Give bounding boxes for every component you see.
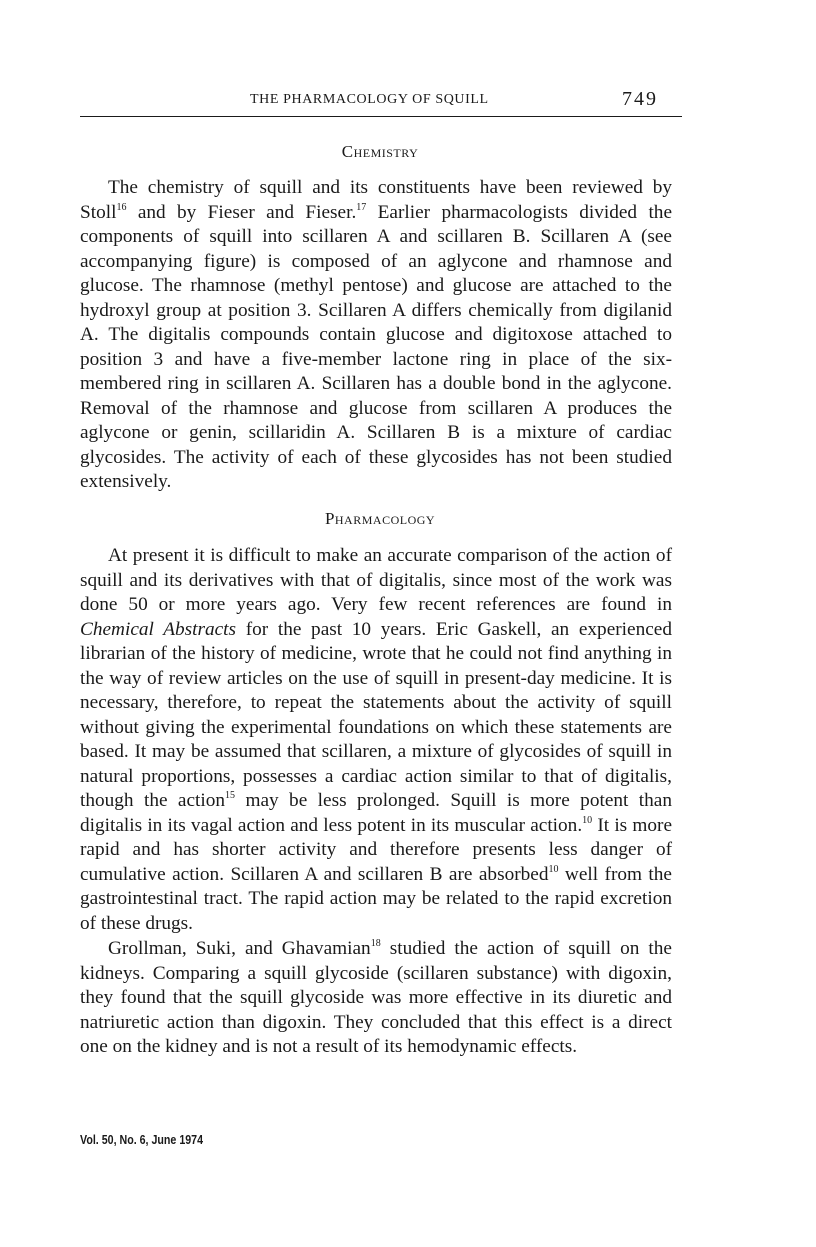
- text-run: for the past 10 years. Eric Gaskell, an experienced librarian of the history of medicine, wrote that he could not find anything in the way of review articles on the use of squill in present-day medicine. It is necessary, therefore, to repeat the statements about the activity of squill without giving the experimental foundations on which these statements are based. It may be assumed that scillaren, a mixture of glycosides of squill in natural proportions, possesses a cardiac action similar to that of digitalis, though the action: [80, 618, 672, 811]
- text-run: and by Fieser and Fieser.: [126, 201, 357, 223]
- running-head: [80, 90, 682, 117]
- text-run: The chemistry of squill and its constituents have been reviewed by Stoll: [80, 177, 672, 223]
- citation-ref: 17: [356, 201, 367, 213]
- text-run: It is more rapid and has shorter activity and therefore presents less danger of cumulative action. Scillaren A and scillaren B are absorbed: [80, 814, 673, 885]
- text-run: Grollman, Suki, and Ghavamian: [108, 938, 371, 959]
- text-run: At present it is difficult to make an accurate comparison of the action of squill and its derivatives with that of digitalis, since most of the work was done 50 or more years ago. Very few recent references are found in: [80, 545, 672, 615]
- italic-title: Chemical Abstracts: [80, 618, 237, 640]
- citation-ref: 10: [548, 863, 559, 875]
- citation-ref: 15: [225, 790, 236, 801]
- section-heading-pharmacology: Pharmacology: [324, 509, 436, 528]
- citation-ref: 16: [116, 201, 127, 213]
- running-title: THE PHARMACOLOGY OF SQUILL: [250, 92, 489, 107]
- text-run: studied the action of squill on the kidneys. Comparing a squill glycoside (scillaren substance) with digoxin, they found that the squill glycoside was more effective in its diuretic and natriuretic action than digoxin. They concluded that this effect is a direct one on the kidney and is not a result of its hemodynamic effects.: [80, 938, 672, 1057]
- chemistry-paragraph: [80, 176, 672, 495]
- pharmacology-paragraph-1: [80, 544, 672, 936]
- text-run: may be less prolonged. Squill is more potent than digitalis in its vagal action and less potent in its muscular action.: [80, 790, 672, 836]
- pharmacology-paragraph-2: [80, 937, 672, 1060]
- text-run: Earlier pharmacologists divided the components of squill into scillaren A and scillaren B. Scillaren A (see accompanying figure) is composed of an aglycone and rhamnose and glucose. The rhamnose (methyl pentose) and glucose are attached to the hydroxyl group at position 3. Scillaren A differs chemically from digilanid A. The digitalis compounds contain glucose and digitoxose attached to position 3 and have a five-member lactone ring in place of the six-membered ring in scillaren A. Scillaren has a double bond in the aglycone. Removal of the rhamnose and glucose from scillaren A produces the aglycone or genin, scillaridin A. Scillaren B is a mixture of cardiac glycosides. The activity of each of these glycosides has not been studied extensively.: [80, 201, 672, 492]
- journal-footer: Vol. 50, No. 6, June 1974: [80, 1132, 204, 1147]
- page-number: 749: [622, 88, 658, 110]
- citation-ref: 18: [370, 938, 381, 949]
- citation-ref: 10: [582, 814, 593, 826]
- text-run: well from the gastrointestinal tract. The rapid action may be related to the rapid excretion of these drugs.: [80, 863, 672, 934]
- section-heading-chemistry: Chemistry: [341, 142, 419, 161]
